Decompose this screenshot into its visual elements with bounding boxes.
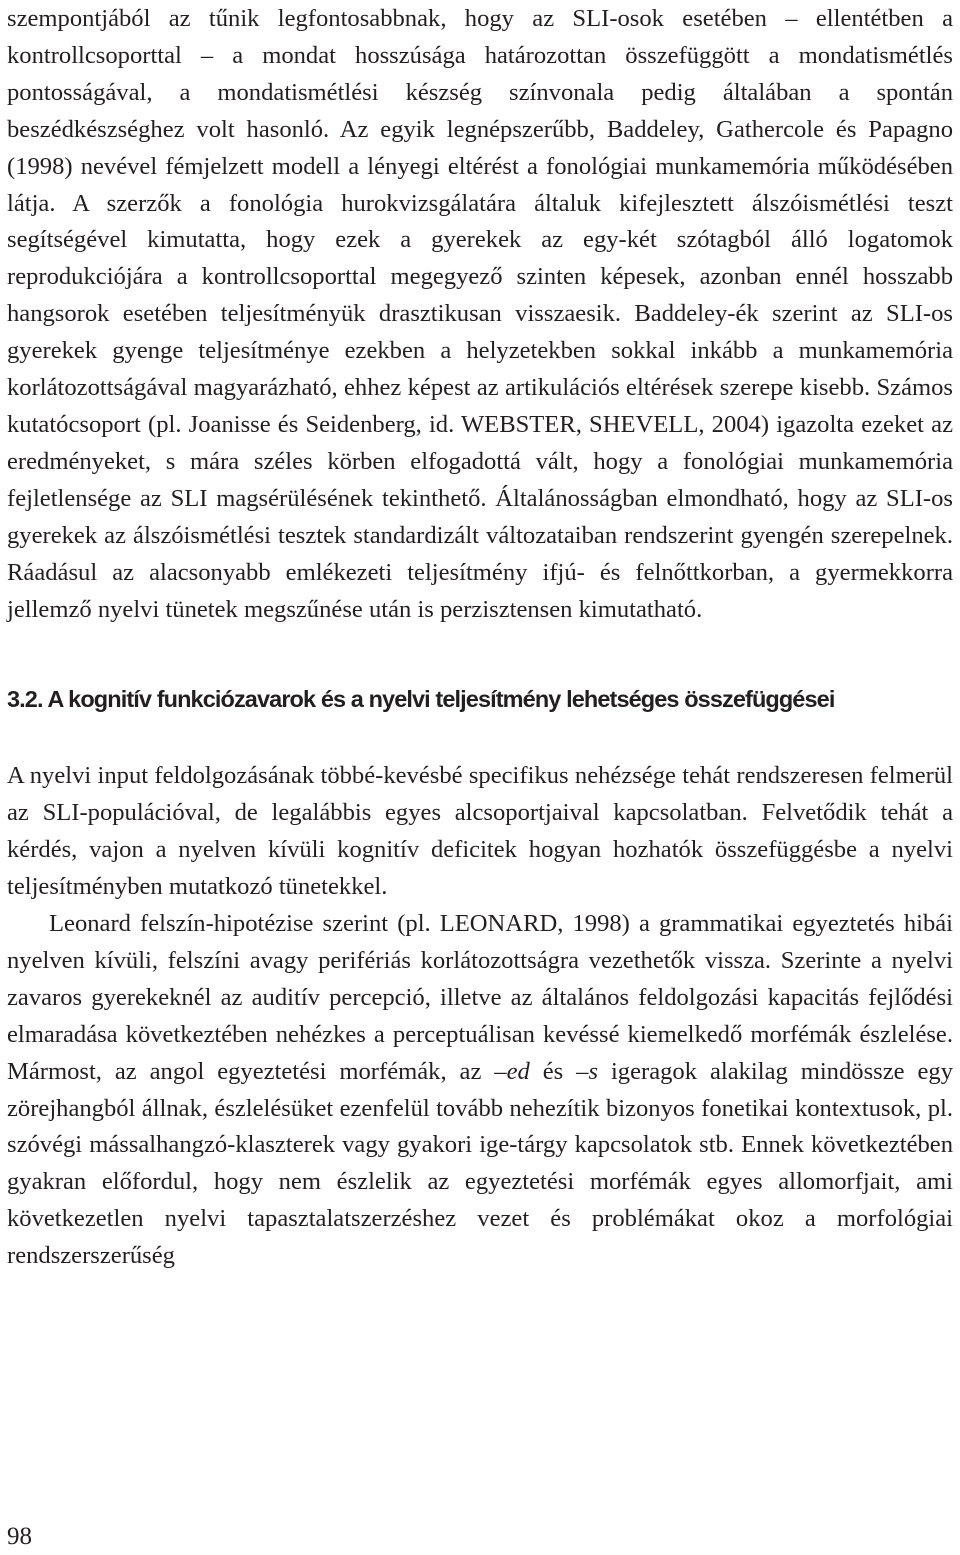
paragraph-3-text-1: Leonard felszín-hipotézise szerint (pl. LEONARD, 1998) a grammatikai egyeztetés hibái nyelven kívüli, felszíni avagy perifériás korlátozottságra vezethetők vissza. Szerinte a nyelvi zavaros gyerekeknél az auditív percepció, illetve az általános feldolgozási kapacitás fejlődési elmaradása következtében nehézkes a perceptuálisan kevéssé kiemelkedő morfémák észlelése. Mármost, az angol egyeztetési morfémák, az bbox=[7, 910, 953, 1085]
morpheme-s: –s bbox=[576, 1057, 599, 1085]
section-heading-3-2: 3.2. A kognitív funkciózavarok és a nyelvi teljesítmény lehetséges összefüggései bbox=[7, 686, 835, 713]
page-number: 98 bbox=[7, 1523, 32, 1550]
paragraph-1: szempontjából az tűnik legfontosabbnak, hogy az SLI-osok esetében – ellentétben a kontrollcsoporttal – a mondat hosszúsága határozottan összefüggött a mondatismétlés pontosságával, a mondatismétlési készség színvonala pedig általában a spontán beszédkészséghez volt hasonló. Az egyik legnépszerűbb, Baddeley, Gathercole és Papagno (1998) nevével fémjelzett modell a lényegi eltérést a fonológiai munkamemória működésében látja. A szerzők a fonológia hurokvizsgálatára általuk kifejlesztett álszóismétlési teszt segítségével kimutatta, hogy ezek a gyerekek az egy-két szótagból álló logatomok reprodukciójára a kontrollcsoporttal megegyező szinten képesek, azonban ennél hosszabb hangsorok esetében teljesítményük drasztikusan visszaesik. Baddeley-ék szerint az SLI-os gyerekek gyenge teljesítménye ezekben a helyzetekben sokkal inkább a munkamemória korlátozottságával magyarázható, ehhez képest az artikulációs eltérések szerepe kisebb. Számos kutatócsoport (pl. Joanisse és Seidenberg, id. WEBSTER, SHEVELL, 2004) igazolta ezeket az eredményeket, s mára széles körben elfogadottá vált, hogy a fonológiai munkamemória fejletlensége az SLI magsérülésének tekinthető. Általánosságban elmondható, hogy az SLI-os gyerekek az álszóismétlési tesztek standardizált változataiban rendszerint gyengén szerepelnek. Ráadásul az alacsonyabb emlékezeti teljesítmény ifjú- és felnőttkorban, a gyermekkorra jellemző nyelvi tünetek megszűnése után is perzisztensen kimutatható. bbox=[7, 5, 953, 623]
paragraph-2: A nyelvi input feldolgozásának többé-kevésbé specifikus nehézsége tehát rendszeresen felmerül az SLI-populációval, de legalábbis egyes alcsoportjaival kapcsolatban. Felvetődik tehát a kérdés, vajon a nyelven kívüli kognitív deficitek hogyan hozhatók összefüggésbe a nyelvi teljesítményben mutatkozó tünetekkel. bbox=[7, 762, 953, 901]
paragraph-3-text-2: és bbox=[529, 1057, 577, 1085]
paragraph-3-text-3: igeragok alakilag mindössze egy zörejhangból állnak, észlelésüket ezenfelül tovább nehezítik bizonyos fonetikai kontextusok, pl. szóvégi mássalhangzó-klaszterek vagy gyakori ige-tárgy kapcsolatok stb. Ennek következtében gyakran előfordul, hogy nem észlelik az egyeztetési morfémák egyes allomorfjait, ami következetlen nyelvi tapasztalatszerzéshez vezet és problémákat okoz a morfológiai rendszerszerűség bbox=[7, 1057, 953, 1270]
paragraph-3 bbox=[7, 906, 953, 1275]
document-page bbox=[7, 0, 953, 1275]
morpheme-ed: –ed bbox=[494, 1057, 530, 1085]
